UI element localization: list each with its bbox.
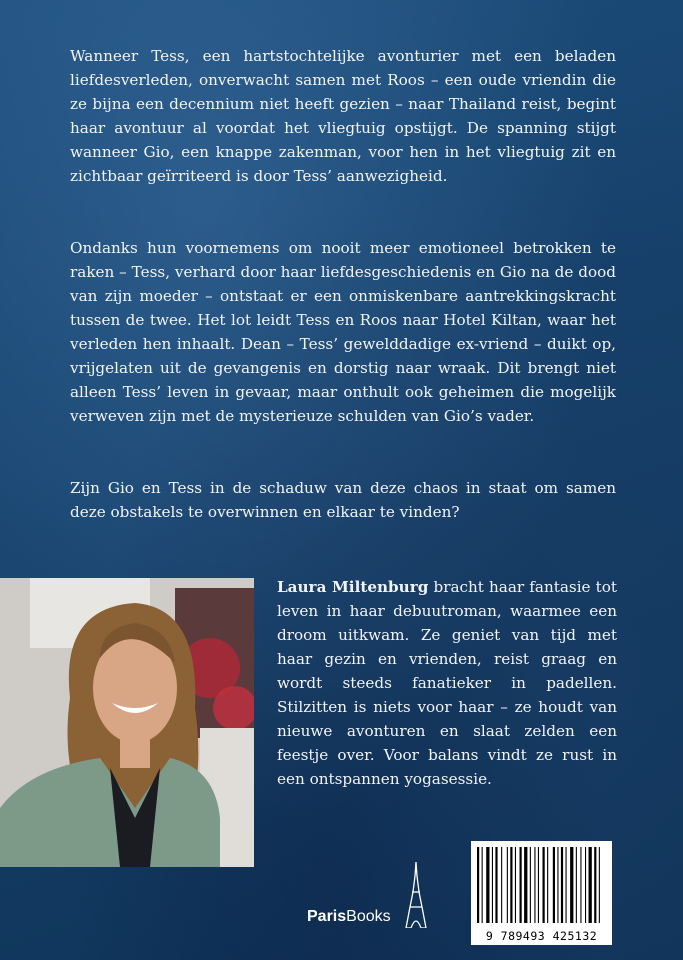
blurb-paragraph-3: Zijn Gio en Tess in de schaduw van deze chaos in staat om samen deze obstakels te overwinnen en elkaar te vinden?	[70, 479, 616, 521]
publisher-logo	[307, 908, 391, 926]
publisher-name-part1: Paris	[307, 908, 347, 925]
author-bio	[277, 575, 617, 791]
author-name: Laura Miltenburg	[277, 578, 429, 596]
author-photo	[0, 578, 254, 867]
author-bio-text: bracht haar fantasie tot leven in haar debuutroman, waarmee een droom uitkwam. Ze geniet van tijd met haar gezin en vrienden, reist graag en wordt steeds fanatieker in padellen. Stilzitten is niets voor haar – ze houdt van nieuwe avonturen en slaat zelden een feestje over. Voor balans vindt ze rust in een ontspannen yogasessie.	[277, 578, 618, 788]
isbn-barcode	[471, 841, 612, 945]
blurb-paragraph-1: Wanneer Tess, een hartstochtelijke avonturier met een beladen liefdesverleden, onverwacht samen met Roos – een oude vriendin die ze bijna een decennium niet heeft gezien – naar Thailand reist, begint haar avontuur al voordat het vliegtuig opstijgt. De spanning stijgt wanneer Gio, een knappe zakenman, voor hen in het vliegtuig zit en zichtbaar geïrriteerd is door Tess’ aanwezigheid.	[70, 47, 616, 185]
blurb-paragraph-2: Ondanks hun voornemens om nooit meer emotioneel betrokken te raken – Tess, verhard door haar liefdesgeschiedenis en Gio na de dood van zijn moeder – ontstaat er een onmiskenbare aantrekkingskracht tussen de twee. Het lot leidt Tess en Roos naar Hotel Kiltan, waar het verleden hen inhaalt. Dean – Tess’ gewelddadige ex-vriend – duikt op, vrijgelaten uit de gevangenis en dorstig naar wraak. Dit brengt niet alleen Tess’ leven in gevaar, maar onthult ook geheimen die mogelijk verweven zijn met de mysterieuze schulden van Gio’s vader.	[70, 239, 616, 425]
isbn-number: 9 789493 425132	[485, 929, 598, 943]
publisher-name-part2: Books	[346, 908, 391, 925]
barcode-bars	[471, 841, 612, 927]
eiffel-tower-icon	[405, 862, 427, 928]
